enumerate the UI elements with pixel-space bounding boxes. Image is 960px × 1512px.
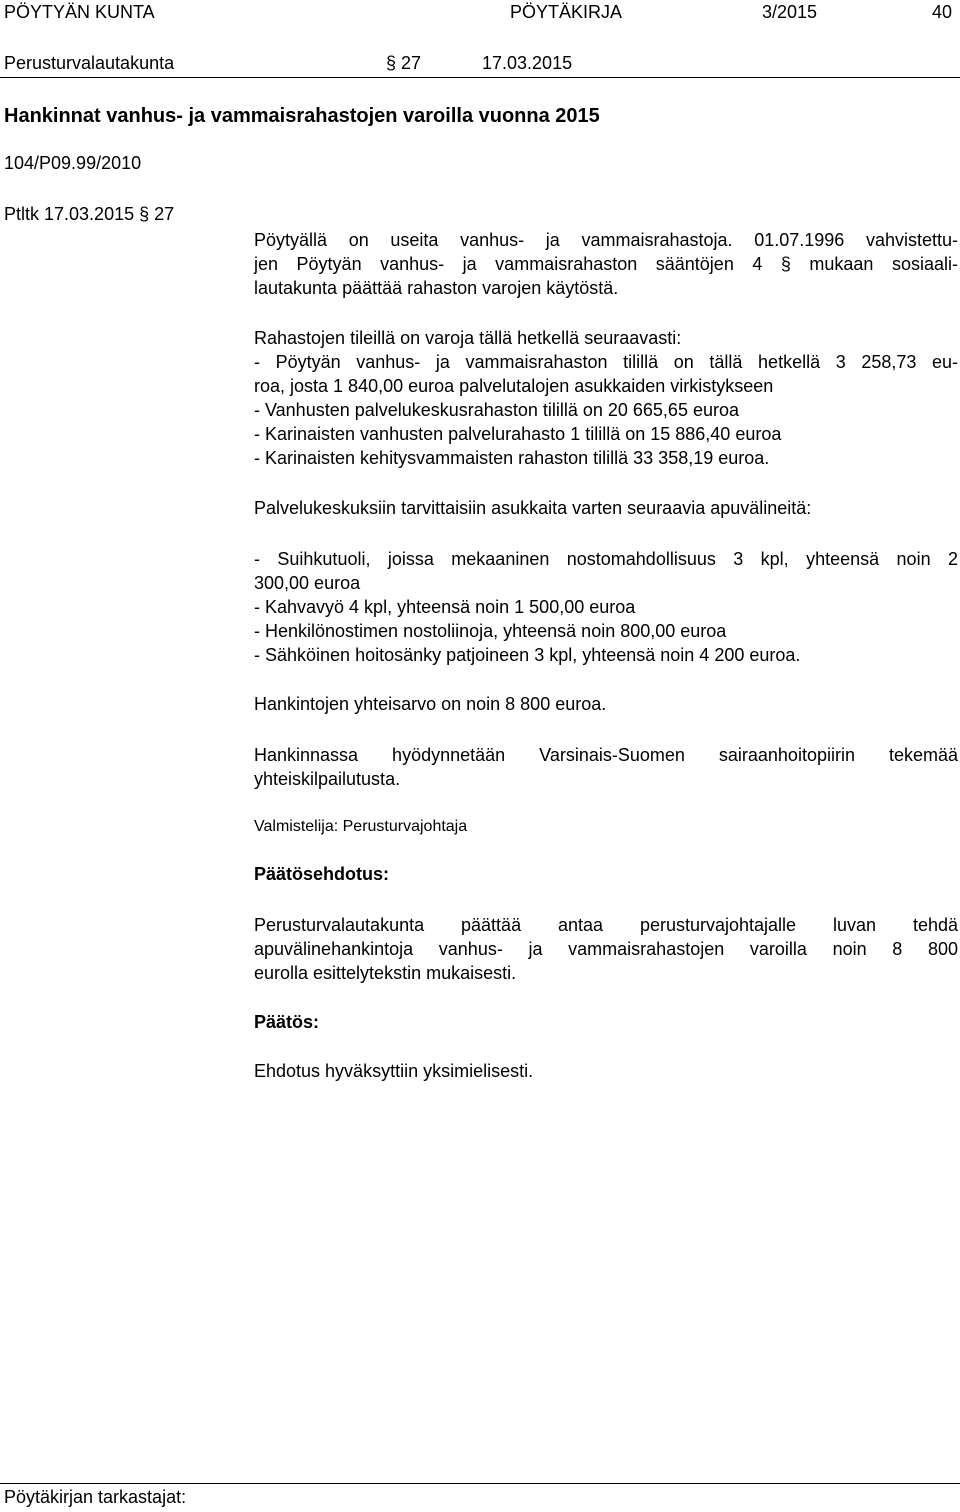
intro-line: lautakunta päättää rahaston varojen käytöstä. — [254, 278, 619, 298]
fund-line: - Pöytyän vanhus- ja vammaisrahaston tilillä on tällä hetkellä 3 258,73 eu- — [254, 352, 958, 372]
reviewers-label: Pöytäkirjan tarkastajat: — [4, 1487, 187, 1507]
procurement-line: yhteiskilpailutusta. — [254, 769, 401, 789]
meeting-date: 17.03.2015 — [482, 53, 573, 73]
board-name: Perusturvalautakunta — [4, 53, 175, 73]
meeting-reference: Ptltk 17.03.2015 § 27 — [4, 204, 175, 224]
item-title: Hankinnat vanhus- ja vammaisrahastojen varoilla vuonna 2015 — [4, 105, 600, 127]
proposal-paragraph — [254, 913, 958, 985]
intro-paragraph — [254, 228, 958, 300]
section-number: § 27 — [386, 53, 422, 73]
proposal-line: apuvälinehankintoja vanhus- ja vammaisrahastojen varoilla noin 8 800 — [254, 939, 958, 959]
equipment-heading: Palvelukeskuksiin tarvittaisiin asukkaita varten seuraavia apuvälineitä: — [254, 498, 812, 518]
document-issue: 3/2015 — [762, 2, 818, 22]
header-divider — [0, 77, 960, 78]
proposal-heading: Päätösehdotus: — [254, 864, 390, 884]
procurement-line: Hankinnassa hyödynnetään Varsinais-Suomen sairaanhoitopiirin tekemää — [254, 745, 958, 765]
fund-line: - Vanhusten palvelukeskusrahaston tilillä on 20 665,65 euroa — [254, 400, 739, 420]
preparer: Valmistelija: Perusturvajohtaja — [254, 818, 468, 835]
decision-heading: Päätös: — [254, 1012, 320, 1032]
intro-line: jen Pöytyän vanhus- ja vammaisrahaston sääntöjen 4 § mukaan sosiaali- — [254, 254, 958, 274]
fund-line: - Karinaisten vanhusten palvelurahasto 1 tilillä on 15 886,40 euroa — [254, 424, 782, 444]
item-reference: 104/P09.99/2010 — [4, 153, 142, 173]
proposal-line: eurolla esittelytekstin mukaisesti. — [254, 963, 517, 983]
intro-line: Pöytyällä on useita vanhus- ja vammaisrahastoja. 01.07.1996 vahvistettu- — [254, 230, 958, 250]
equipment-line: - Sähköinen hoitosänky patjoineen 3 kpl, yhteensä noin 4 200 euroa. — [254, 645, 801, 665]
funds-paragraph — [254, 326, 958, 470]
footer-divider — [0, 1483, 960, 1484]
document-type: PÖYTÄKIRJA — [510, 2, 623, 22]
municipality-name: PÖYTYÄN KUNTA — [4, 2, 155, 22]
proposal-line: Perusturvalautakunta päättää antaa perusturvajohtajalle luvan tehdä — [254, 915, 958, 935]
total-value: Hankintojen yhteisarvo on noin 8 800 euroa. — [254, 694, 607, 714]
funds-heading: Rahastojen tileillä on varoja tällä hetkellä seuraavasti: — [254, 328, 682, 348]
equipment-line: - Henkilönostimen nostoliinoja, yhteensä noin 800,00 euroa — [254, 621, 727, 641]
page-number: 40 — [932, 2, 953, 22]
equipment-line: - Suihkutuoli, joissa mekaaninen nostomahdollisuus 3 kpl, yhteensä noin 2 — [254, 549, 958, 569]
procurement-paragraph — [254, 743, 958, 791]
decision-text: Ehdotus hyväksyttiin yksimielisesti. — [254, 1061, 534, 1081]
fund-line: - Karinaisten kehitysvammaisten rahaston tilillä 33 358,19 euroa. — [254, 448, 770, 468]
equipment-list — [254, 547, 958, 667]
equipment-line: - Kahvavyö 4 kpl, yhteensä noin 1 500,00 euroa — [254, 597, 636, 617]
fund-line: roa, josta 1 840,00 euroa palvelutalojen asukkaiden virkistykseen — [254, 376, 774, 396]
equipment-line: 300,00 euroa — [254, 573, 361, 593]
